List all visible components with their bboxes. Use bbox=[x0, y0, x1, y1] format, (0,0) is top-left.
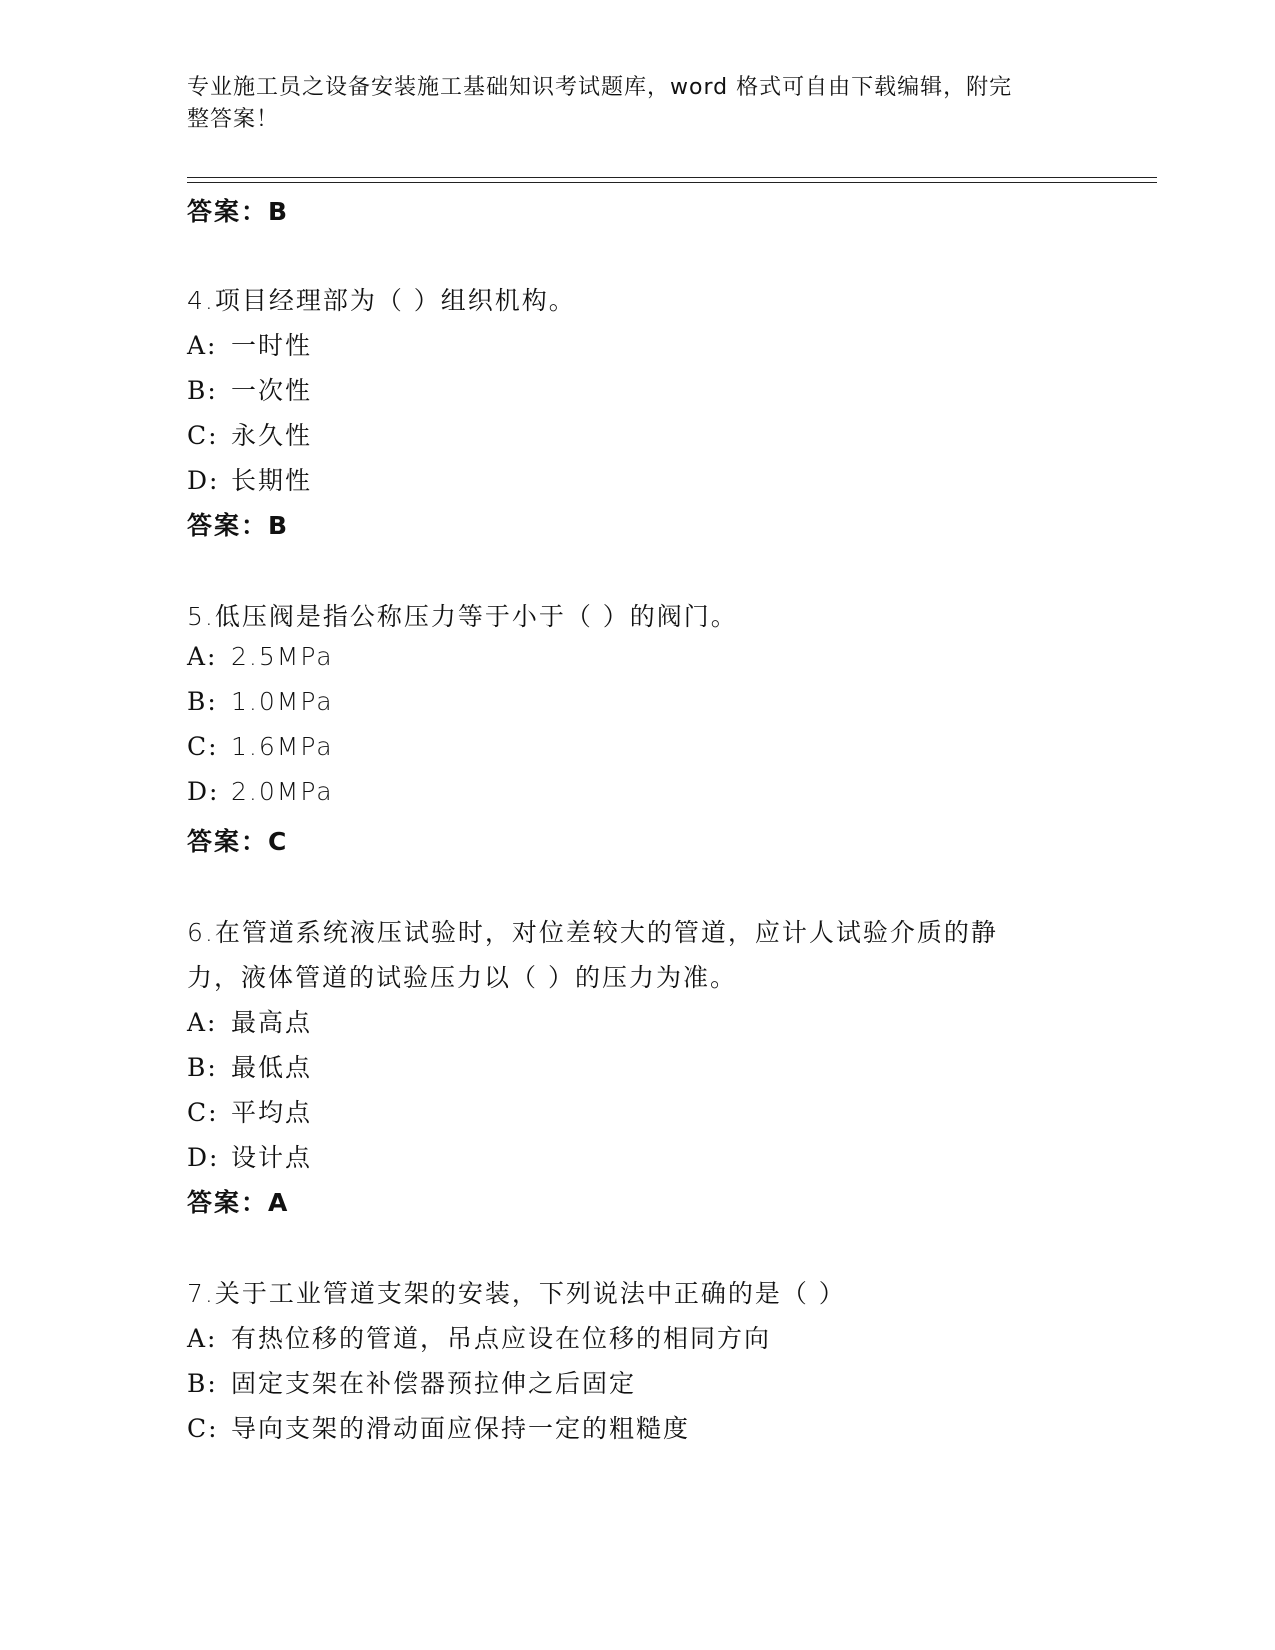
option-text: 最低点 bbox=[231, 1053, 313, 1082]
question-5-stem: 5.低压阀是指公称压力等于小于（ ）的阀门。 bbox=[187, 602, 738, 631]
q5-option-d bbox=[187, 777, 334, 806]
q5-option-b bbox=[187, 687, 334, 716]
option-text: 2.0MPa bbox=[231, 777, 334, 806]
option-label: D: bbox=[187, 466, 220, 495]
option-label: D: bbox=[187, 1143, 220, 1172]
answer-q5: 答案：C bbox=[187, 827, 289, 856]
answer-q3: 答案：B bbox=[187, 197, 290, 226]
q7-option-a bbox=[187, 1319, 771, 1355]
answer-q6: 答案：A bbox=[187, 1188, 290, 1217]
q6-option-c bbox=[187, 1093, 312, 1129]
option-label: D: bbox=[187, 777, 220, 806]
q6-option-d bbox=[187, 1138, 312, 1174]
q4-option-d bbox=[187, 461, 312, 497]
question-7-stem: 7.关于工业管道支架的安装，下列说法中正确的是（ ） bbox=[187, 1279, 846, 1308]
q6-option-b bbox=[187, 1048, 312, 1084]
q7-option-b bbox=[187, 1364, 636, 1400]
q4-option-a bbox=[187, 326, 312, 362]
option-text: 有热位移的管道，吊点应设在位移的相同方向 bbox=[231, 1324, 772, 1353]
option-text: 长期性 bbox=[231, 466, 313, 495]
option-text: 永久性 bbox=[231, 421, 313, 450]
header-line-1: 专业施工员之设备安装施工基础知识考试题库，word 格式可自由下载编辑，附完 bbox=[187, 75, 1013, 100]
question-4-stem: 4.项目经理部为（ ）组织机构。 bbox=[187, 286, 576, 315]
answer-q4: 答案：B bbox=[187, 511, 290, 540]
q5-option-a bbox=[187, 642, 334, 671]
question-6-stem-line-2: 力，液体管道的试验压力以（ ）的压力为准。 bbox=[187, 963, 737, 992]
q6-option-a bbox=[187, 1003, 312, 1039]
option-text: 1.0MPa bbox=[231, 687, 334, 716]
option-text: 平均点 bbox=[231, 1098, 313, 1127]
q4-option-c bbox=[187, 416, 312, 452]
option-label: B: bbox=[187, 376, 218, 405]
header-rule-bottom bbox=[187, 182, 1157, 183]
option-text: 1.6MPa bbox=[231, 732, 334, 761]
option-text: 固定支架在补偿器预拉伸之后固定 bbox=[231, 1369, 637, 1398]
q5-option-c bbox=[187, 732, 334, 761]
option-text: 设计点 bbox=[231, 1143, 313, 1172]
option-label: C: bbox=[187, 1414, 219, 1443]
option-label: A: bbox=[187, 642, 218, 671]
q7-option-c bbox=[187, 1409, 690, 1445]
option-label: B: bbox=[187, 687, 218, 716]
option-label: C: bbox=[187, 1098, 219, 1127]
header-line-2: 整答案！ bbox=[187, 107, 280, 132]
q4-option-b bbox=[187, 371, 312, 407]
option-label: A: bbox=[187, 331, 218, 360]
document-header bbox=[187, 72, 1067, 136]
option-label: B: bbox=[187, 1053, 218, 1082]
option-label: C: bbox=[187, 732, 219, 761]
option-text: 2.5MPa bbox=[231, 642, 334, 671]
option-text: 一次性 bbox=[231, 376, 313, 405]
option-text: 最高点 bbox=[231, 1008, 313, 1037]
option-label: A: bbox=[187, 1008, 218, 1037]
header-rule-top bbox=[187, 177, 1157, 178]
question-6-stem-line-1: 6.在管道系统液压试验时，对位差较大的管道，应计人试验介质的静 bbox=[187, 918, 998, 947]
option-text: 导向支架的滑动面应保持一定的粗糙度 bbox=[231, 1414, 691, 1443]
option-label: C: bbox=[187, 421, 219, 450]
option-text: 一时性 bbox=[231, 331, 313, 360]
option-label: A: bbox=[187, 1324, 218, 1353]
option-label: B: bbox=[187, 1369, 218, 1398]
